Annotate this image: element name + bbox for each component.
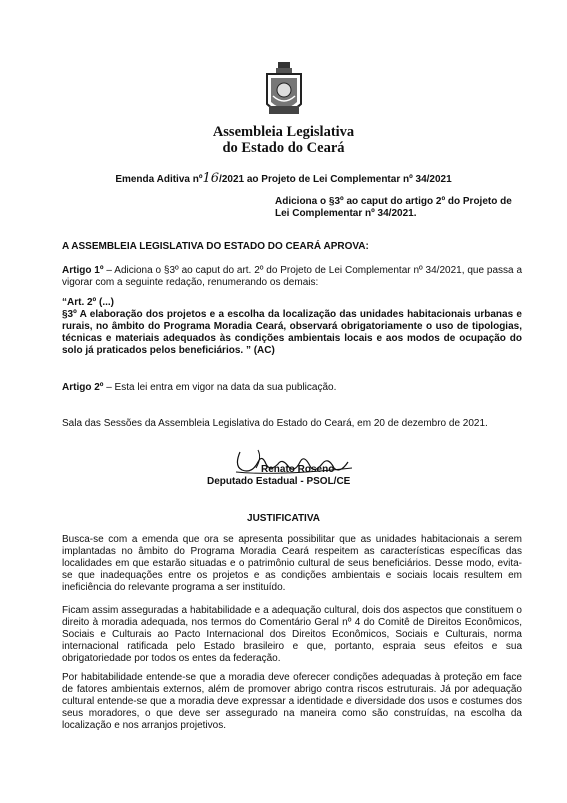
handwritten-number: 16 [202, 171, 220, 186]
justification-paragraph-2: Ficam assim asseguradas a habitabilidade e a adequação cultural, dois dos aspectos que constituem o direito à moradia adequada, nos termos do Comentário Geral nº 4 do Comitê de Direitos Econômicos, Sociais e Culturais ao Pacto Internacional dos Direitos Econômicos, Sociais e Culturais, norma internacional ratificada pelo Estado brasileiro e que, portanto, espraia seus efeitos e sua obrigatoriedade por todos os entes da federação. [62, 605, 522, 664]
quote-paragraph: §3º A elaboração dos projetos e a escolha da localização das unidades habitacionais urbanas e rurais, no âmbito do Programa Moradia Ceará, observará obrigatoriamente o uso de tipologias, técnicas e materiais adequados às condições ambientais locais e aos modos de ocupação do solo já praticados pelos beneficiários. ” (AC) [62, 309, 522, 356]
justification-paragraph-3: Por habitabilidade entende-se que a moradia deve oferecer condições adequadas à proteção em face de fatores ambientais externos, além de promover abrigo contra riscos estruturais. Já por adequação cultural entende-se que a moradia deve expressar a identidade e diversidade dos usos e costumes dos seus moradores, o que deve ser assegurado na maneira como são construídas, na escolha da localização e nos arranjos projetivos. [62, 672, 522, 731]
article-1-text: – Adiciona o §3º ao caput do art. 2º do Projeto de Lei Complementar nº 34/2021, que passa a vigorar com a seguinte redação, renumerando os demais: [62, 265, 523, 288]
ementa: Adiciona o §3º ao caput do artigo 2º do Projeto de Lei Complementar nº 34/2021. [275, 196, 512, 219]
session-line: Sala das Sessões da Assembleia Legislativa do Estado do Ceará, em 20 de dezembro de 2021. [62, 418, 488, 429]
article-1-label: Artigo 1º [62, 265, 104, 276]
signer-name: Renato Roseno [261, 464, 335, 475]
article-1 [62, 265, 522, 289]
quote-article: “Art. 2º (...) [62, 297, 114, 308]
decree-line: A ASSEMBLEIA LEGISLATIVA DO ESTADO DO CEARÁ APROVA: [62, 241, 369, 252]
article-2-label: Artigo 2º [62, 382, 104, 393]
state-coat-of-arms-icon [263, 60, 305, 122]
article-2-text: – Esta lei entra em vigor na data da sua publicação. [103, 382, 337, 393]
org-name-line1: Assembleia Legislativa [212, 124, 355, 140]
justification-paragraph-1: Busca-se com a emenda que ora se apresenta possibilitar que as unidades habitacionais a serem implantadas no âmbito do Programa Moradia Ceará respeitem as características específicas das localidades em que estarão situadas e o patrimônio cultural de seus beneficiários. Desse modo, evita-se que inadequações entre os projetos e as condições ambientais e sociais locais resultem em ineficiência do relevante programa a ser instituído. [62, 534, 522, 593]
signer-role: Deputado Estadual - PSOL/CE [207, 476, 351, 487]
amendment-title [0, 171, 567, 186]
article-2 [62, 382, 522, 394]
title-prefix: Emenda Aditiva nº [115, 174, 203, 185]
justification-heading: JUSTIFICATIVA [247, 513, 320, 524]
title-suffix: /2021 ao Projeto de Lei Complementar nº 34/2021 [219, 174, 452, 185]
org-name-line2: do Estado do Ceará [222, 140, 345, 156]
